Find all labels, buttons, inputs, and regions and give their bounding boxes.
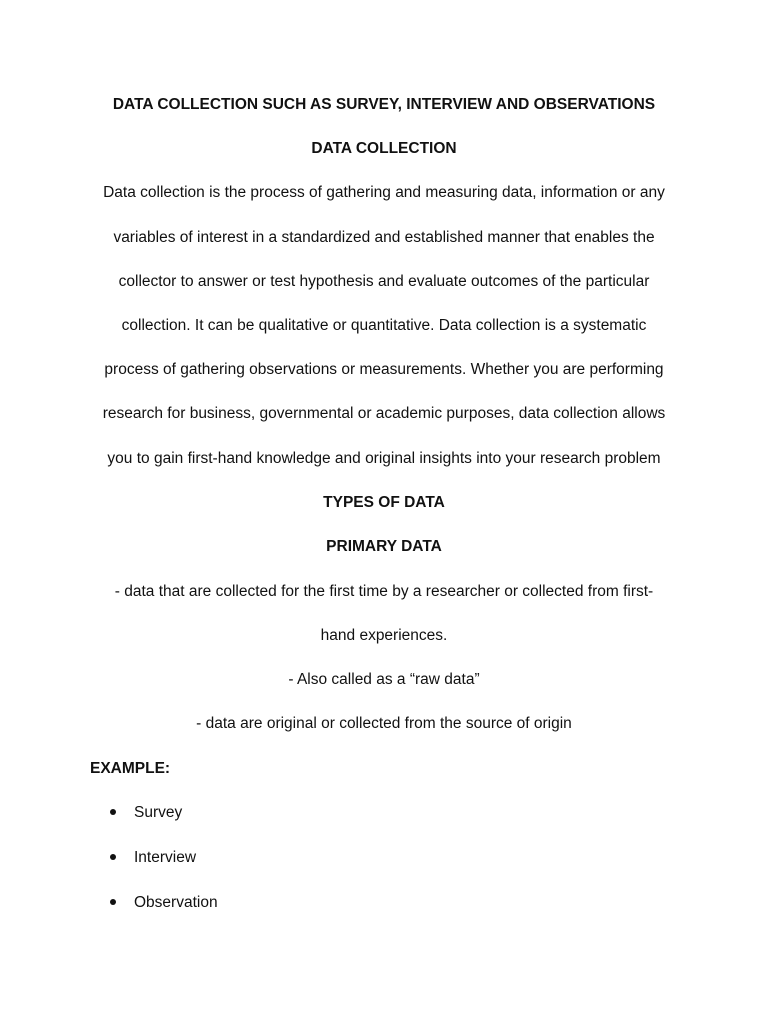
primary-data-line: - data that are collected for the first time by a researcher or collected from first-: [114, 583, 654, 600]
paragraph-line: you to gain first-hand knowledge and original insights into your research problem: [107, 450, 661, 467]
primary-data-line: - data are original or collected from the source of origin: [196, 715, 572, 732]
document-title: DATA COLLECTION SUCH AS SURVEY, INTERVIEW AND OBSERVATIONS: [112, 96, 656, 113]
primary-data-line: hand experiences.: [320, 627, 448, 644]
paragraph-line: collector to answer or test hypothesis and evaluate outcomes of the particular: [118, 273, 650, 290]
paragraph-line: Data collection is the process of gathering and measuring data, information or any: [103, 184, 665, 201]
paragraph-line: process of gathering observations or measurements. Whether you are performing: [104, 361, 664, 378]
list-item-label: Interview: [134, 849, 197, 866]
paragraph-line: research for business, governmental or academic purposes, data collection allows: [102, 405, 666, 422]
example-heading: EXAMPLE:: [90, 760, 171, 777]
section-heading-types-of-data: TYPES OF DATA: [323, 494, 445, 511]
paragraph-line: collection. It can be qualitative or quantitative. Data collection is a systematic: [121, 317, 647, 334]
bullet-icon: [110, 809, 116, 815]
section-heading-data-collection: DATA COLLECTION: [311, 140, 457, 157]
list-item: [110, 893, 218, 913]
bullet-icon: [110, 854, 116, 860]
bullet-icon: [110, 899, 116, 905]
list-item: [110, 848, 196, 868]
paragraph-line: variables of interest in a standardized and established manner that enables the: [113, 229, 655, 246]
list-item-label: Survey: [134, 804, 183, 821]
list-item: [110, 803, 182, 823]
subsection-heading-primary-data: PRIMARY DATA: [326, 538, 442, 555]
primary-data-line: - Also called as a “raw data”: [288, 671, 480, 688]
list-item-label: Observation: [134, 894, 218, 911]
